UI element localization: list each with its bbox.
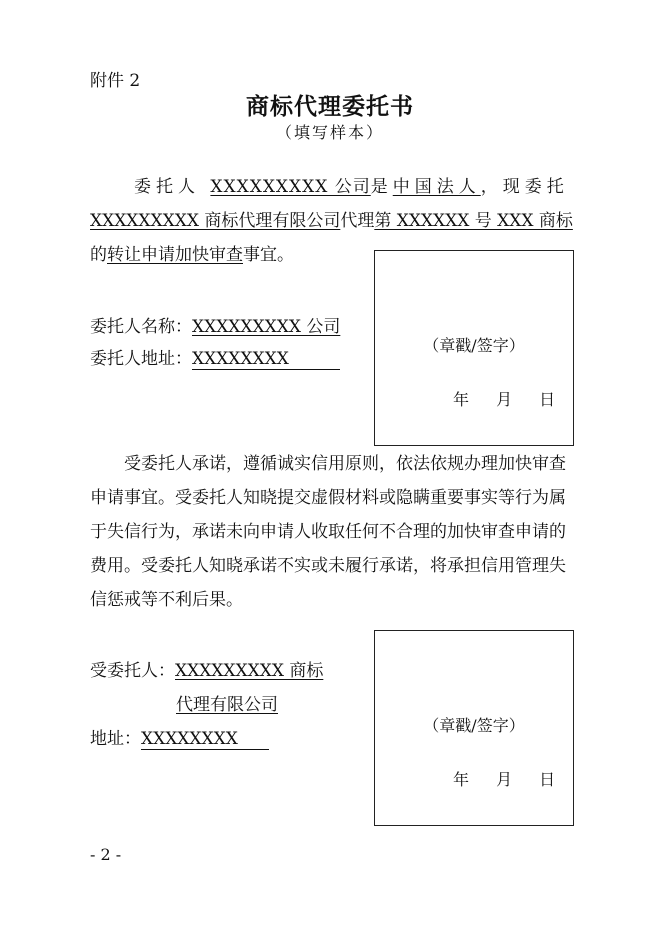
- entrust-text: 代理: [340, 211, 375, 231]
- matter-fill: 转让申请加快审查: [107, 245, 243, 265]
- agent-name-fill: 代理有限公司: [176, 695, 278, 715]
- document-subtitle: （填写样本）: [275, 123, 384, 142]
- seal-signature-label: （章戳/签字）: [423, 336, 525, 355]
- entrust-text: 委托人: [134, 177, 200, 197]
- client-address-fill: XXXXXXXX: [192, 349, 340, 370]
- entrust-text: 的: [90, 245, 107, 265]
- pledge-line: 于失信行为，承诺未向申请人收取任何不合理的加快审查申请的: [90, 522, 566, 542]
- client-address-label: 委托人地址：: [90, 349, 192, 369]
- seal-box-agent: [374, 630, 574, 826]
- page-number: - 2 -: [90, 845, 122, 864]
- pledge-line: 申请事宜。受委托人知晓提交虚假材料或隐瞒重要事实等行为属: [90, 488, 566, 508]
- agent-address-label: 地址：: [90, 729, 141, 749]
- pledge-line: 受委托人承诺，遵循诚实信用原则，依法依规办理加快审查: [124, 454, 566, 474]
- client-address-row: [90, 344, 340, 370]
- attachment-label: 附件 2: [90, 71, 141, 91]
- agent-address-fill: XXXXXXXX: [141, 729, 269, 750]
- date-label: 年 月 日: [453, 390, 556, 409]
- pledge-line: 费用。受委托人知晓承诺不实或未履行承诺，将承担信用管理失: [90, 556, 566, 576]
- entrust-text: ，现委托: [480, 177, 569, 197]
- agent-name-fill: XXXXXXXXX 商标: [175, 661, 324, 681]
- document-title: 商标代理委托书: [246, 94, 414, 120]
- date-label: 年 月 日: [453, 770, 556, 789]
- entrust-text: 事宜。: [243, 245, 294, 265]
- trademark-number-fill: 第 XXXXXX 号 XXX 商标: [374, 211, 573, 231]
- agent-company-fill: XXXXXXXXX 商标代理有限公司: [90, 211, 341, 231]
- pledge-line: 信惩戒等不利后果。: [90, 590, 243, 610]
- seal-box-client: [374, 250, 574, 446]
- agent-name-row: [90, 656, 323, 681]
- client-name-row: [90, 312, 364, 337]
- agent-name-row-2: [176, 690, 278, 715]
- entrust-line-1: [134, 172, 569, 197]
- entrust-text: 是: [370, 177, 393, 197]
- entrust-line-2: [90, 206, 573, 231]
- entrust-line-3: [90, 240, 294, 265]
- agent-address-row: [90, 724, 269, 750]
- nationality-fill: 中国法人: [392, 177, 481, 197]
- client-name-label: 委托人名称：: [90, 317, 192, 337]
- seal-signature-label: （章戳/签字）: [423, 716, 525, 735]
- client-company-fill: XXXXXXXXX 公司: [210, 177, 371, 197]
- client-name-fill: XXXXXXXXX 公司: [192, 317, 341, 337]
- agent-label: 受委托人：: [90, 661, 175, 681]
